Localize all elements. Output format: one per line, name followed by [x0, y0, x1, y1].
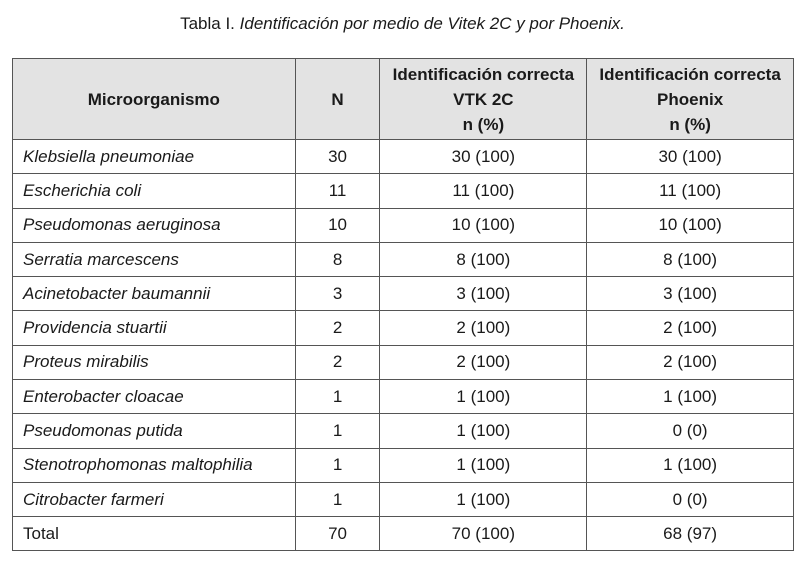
- cell-vtk: 10 (100): [380, 208, 587, 242]
- table-row: [13, 448, 794, 482]
- cell-vtk: 1 (100): [380, 380, 587, 414]
- identification-table: [12, 58, 794, 551]
- cell-n: 1: [295, 448, 380, 482]
- table-row: [13, 482, 794, 516]
- cell-vtk: 1 (100): [380, 414, 587, 448]
- cell-vtk: 2 (100): [380, 311, 587, 345]
- header-vtk-line-3: n (%): [462, 114, 505, 134]
- cell-phoenix: 2 (100): [587, 311, 794, 345]
- cell-n: 30: [295, 140, 380, 174]
- cell-n: 2: [295, 311, 380, 345]
- caption-label: Tabla I.: [180, 14, 235, 33]
- total-vtk: 70 (100): [380, 517, 587, 551]
- table-row: [13, 345, 794, 379]
- cell-n: 1: [295, 414, 380, 448]
- header-vtk-line-1: Identificación correcta: [392, 64, 575, 84]
- cell-n: 1: [295, 482, 380, 516]
- table-row: [13, 414, 794, 448]
- cell-vtk: 30 (100): [380, 140, 587, 174]
- header-n: N: [295, 59, 380, 140]
- cell-organism: Enterobacter cloacae: [13, 380, 296, 414]
- cell-organism: Klebsiella pneumoniae: [13, 140, 296, 174]
- table-row: [13, 311, 794, 345]
- header-vtk: [380, 59, 587, 140]
- cell-phoenix: 0 (0): [587, 482, 794, 516]
- cell-organism: Pseudomonas putida: [13, 414, 296, 448]
- cell-vtk: 11 (100): [380, 174, 587, 208]
- cell-phoenix: 10 (100): [587, 208, 794, 242]
- cell-phoenix: 8 (100): [587, 242, 794, 276]
- cell-organism: Stenotrophomonas maltophilia: [13, 448, 296, 482]
- header-vtk-line-2: VTK 2C: [453, 89, 514, 109]
- cell-organism: Proteus mirabilis: [13, 345, 296, 379]
- cell-phoenix: 3 (100): [587, 277, 794, 311]
- cell-n: 3: [295, 277, 380, 311]
- header-phoenix-line-3: n (%): [669, 114, 711, 134]
- total-row: [13, 517, 794, 551]
- table-row: [13, 208, 794, 242]
- cell-vtk: 3 (100): [380, 277, 587, 311]
- cell-organism: Pseudomonas aeruginosa: [13, 208, 296, 242]
- cell-vtk: 1 (100): [380, 482, 587, 516]
- cell-vtk: 2 (100): [380, 345, 587, 379]
- cell-organism: Citrobacter farmeri: [13, 482, 296, 516]
- table-caption: [0, 12, 805, 36]
- cell-n: 8: [295, 242, 380, 276]
- table-row: [13, 140, 794, 174]
- cell-n: 1: [295, 380, 380, 414]
- cell-phoenix: 1 (100): [587, 380, 794, 414]
- cell-phoenix: 0 (0): [587, 414, 794, 448]
- header-phoenix-line-1: Identificación correcta: [599, 64, 781, 84]
- cell-phoenix: 30 (100): [587, 140, 794, 174]
- header-row: [13, 59, 794, 140]
- total-phoenix: 68 (97): [587, 517, 794, 551]
- cell-phoenix: 2 (100): [587, 345, 794, 379]
- cell-vtk: 8 (100): [380, 242, 587, 276]
- header-phoenix-line-2: Phoenix: [657, 89, 724, 109]
- table-body: [13, 140, 794, 551]
- cell-vtk: 1 (100): [380, 448, 587, 482]
- table-row: [13, 174, 794, 208]
- cell-n: 11: [295, 174, 380, 208]
- cell-n: 2: [295, 345, 380, 379]
- cell-phoenix: 11 (100): [587, 174, 794, 208]
- header-organism: Microorganismo: [13, 59, 296, 140]
- total-n: 70: [295, 517, 380, 551]
- cell-organism: Serratia marcescens: [13, 242, 296, 276]
- header-phoenix: [587, 59, 794, 140]
- cell-organism: Providencia stuartii: [13, 311, 296, 345]
- table-row: [13, 242, 794, 276]
- cell-phoenix: 1 (100): [587, 448, 794, 482]
- cell-organism: Acinetobacter baumannii: [13, 277, 296, 311]
- cell-n: 10: [295, 208, 380, 242]
- table-header: [13, 59, 794, 140]
- total-label: Total: [13, 517, 296, 551]
- table-row: [13, 380, 794, 414]
- cell-organism: Escherichia coli: [13, 174, 296, 208]
- table-row: [13, 277, 794, 311]
- caption-text: Identificación por medio de Vitek 2C y por Phoenix.: [239, 14, 625, 33]
